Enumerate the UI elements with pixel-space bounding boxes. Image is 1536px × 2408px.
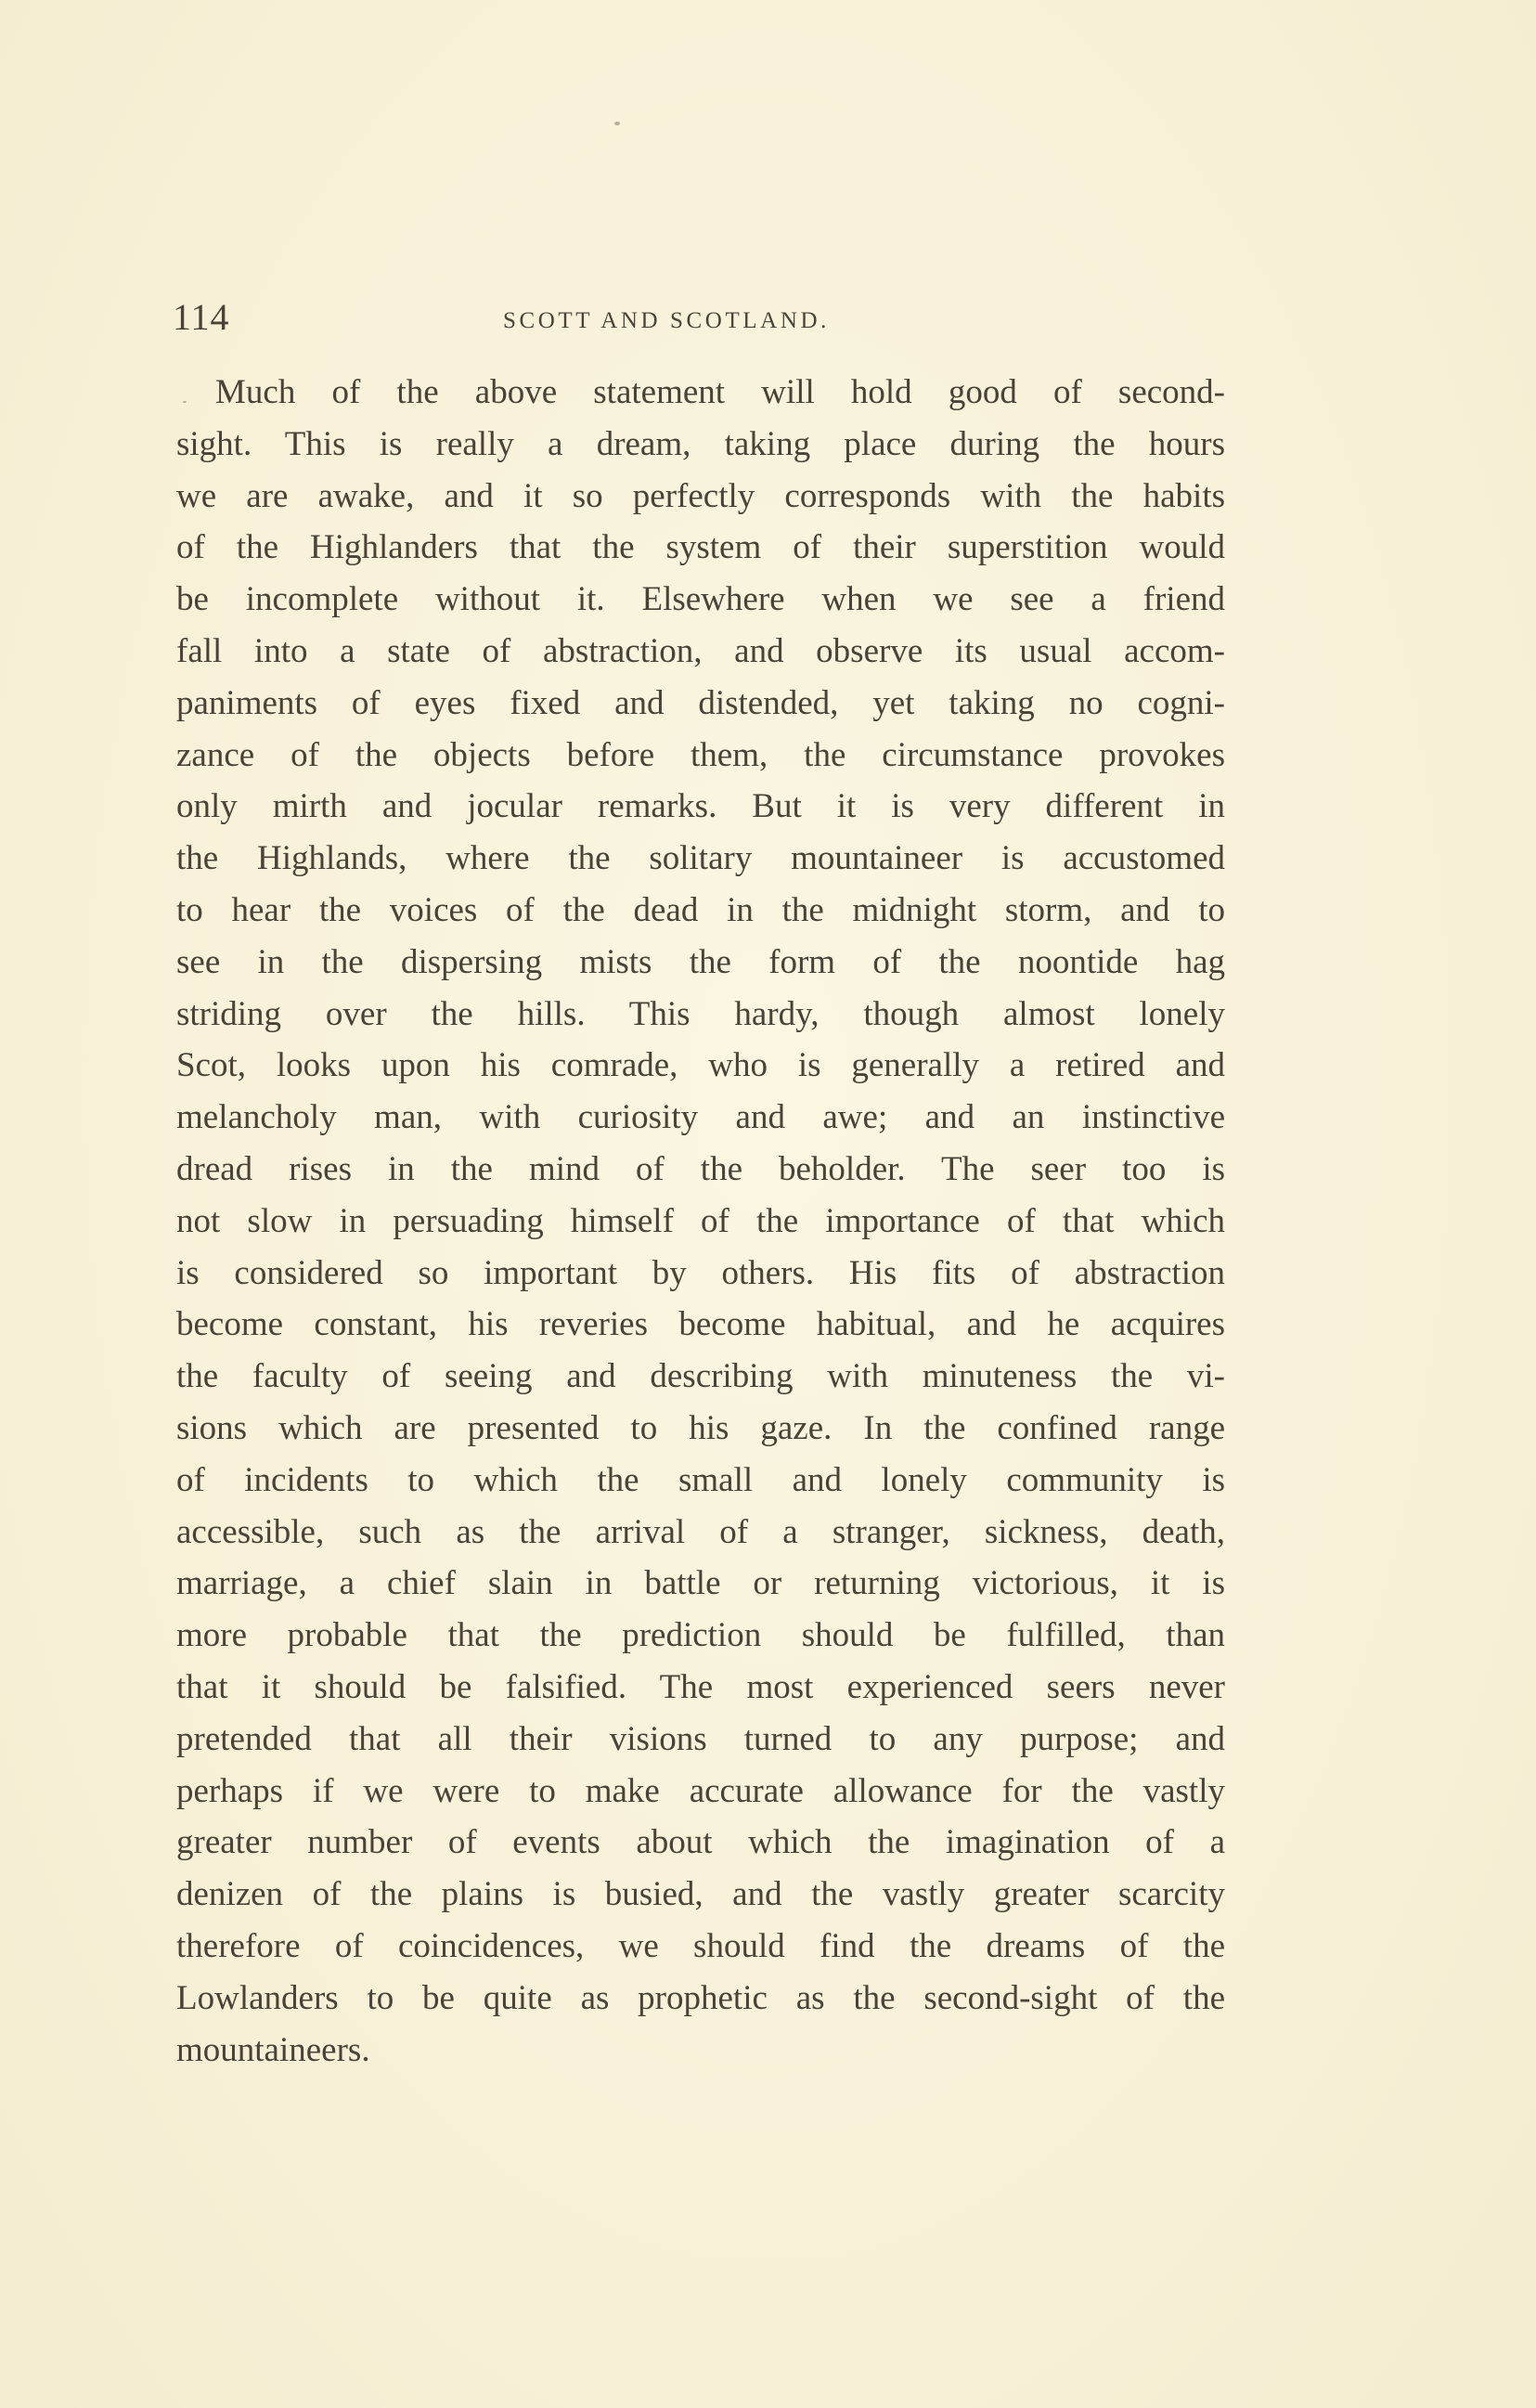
text-line: to hear the voices of the dead in the midnight storm, and to [176, 891, 1225, 929]
running-head [173, 295, 1231, 340]
text-line: marriage, a chief slain in battle or returning victorious, it is [176, 1564, 1225, 1603]
text-line: zance of the objects before them, the circumstance provokes [176, 735, 1225, 774]
text-line: of the Highlanders that the system of their superstition would [176, 528, 1225, 567]
text-line: we are awake, and it so perfectly corresponds with the habits [176, 476, 1225, 515]
text-line: become constant, his reveries become habitual, and he acquires [176, 1305, 1225, 1344]
text-line: be incomplete without it. Elsewhere when we see a friend [176, 580, 1225, 619]
text-line: striding over the hills. This hardy, though almost lonely [176, 994, 1225, 1033]
text-line: dread rises in the mind of the beholder. The seer too is [176, 1150, 1225, 1188]
text-line: not slow in persuading himself of the importance of that which [176, 1201, 1225, 1240]
text-line: of incidents to which the small and lonely community is [176, 1460, 1225, 1499]
paper-speck [614, 122, 620, 125]
text-line: that it should be falsified. The most experienced seers never [176, 1668, 1225, 1706]
text-line: melancholy man, with curiosity and awe; and an instinctive [176, 1098, 1225, 1137]
text-line: the faculty of seeing and describing with minuteness the vi- [176, 1357, 1225, 1396]
text-line: only mirth and jocular remarks. But it is very different in [176, 787, 1225, 826]
text-line: Lowlanders to be quite as prophetic as the second-sight of the [176, 1978, 1225, 2017]
text-line: pretended that all their visions turned to any purpose; and [176, 1719, 1225, 1758]
text-line: sight. This is really a dream, taking place during the hours [176, 424, 1225, 463]
text-line: denizen of the plains is busied, and the vastly greater scarcity [176, 1875, 1225, 1914]
text-line: sions which are presented to his gaze. In the confined range [176, 1409, 1225, 1447]
text-line: the Highlands, where the solitary mountaineer is accustomed [176, 839, 1225, 878]
text-line: greater number of events about which the imagination of a [176, 1823, 1225, 1862]
text-line: is considered so important by others. His fits of abstraction [176, 1253, 1225, 1292]
text-line: more probable that the prediction should be fulfilled, than [176, 1616, 1225, 1655]
text-line: perhaps if we were to make accurate allowance for the vastly [176, 1771, 1225, 1810]
text-line: see in the dispersing mists the form of the noontide hag [176, 942, 1225, 981]
running-title: SCOTT AND SCOTLAND. [503, 308, 830, 333]
text-line: paniments of eyes fixed and distended, yet taking no cogni- [176, 683, 1225, 722]
text-line-last: mountaineers. [176, 2030, 370, 2069]
paper-speck [183, 401, 187, 403]
text-line: fall into a state of abstraction, and observe its usual accom- [176, 632, 1225, 670]
text-line: Much of the above statement will hold good of second- [215, 373, 1225, 411]
text-line: Scot, looks upon his comrade, who is generally a retired and [176, 1046, 1225, 1085]
page-number: 114 [173, 296, 230, 338]
text-line: therefore of coincidences, we should find the dreams of the [176, 1927, 1225, 1965]
text-line: accessible, such as the arrival of a stranger, sickness, death, [176, 1512, 1225, 1551]
